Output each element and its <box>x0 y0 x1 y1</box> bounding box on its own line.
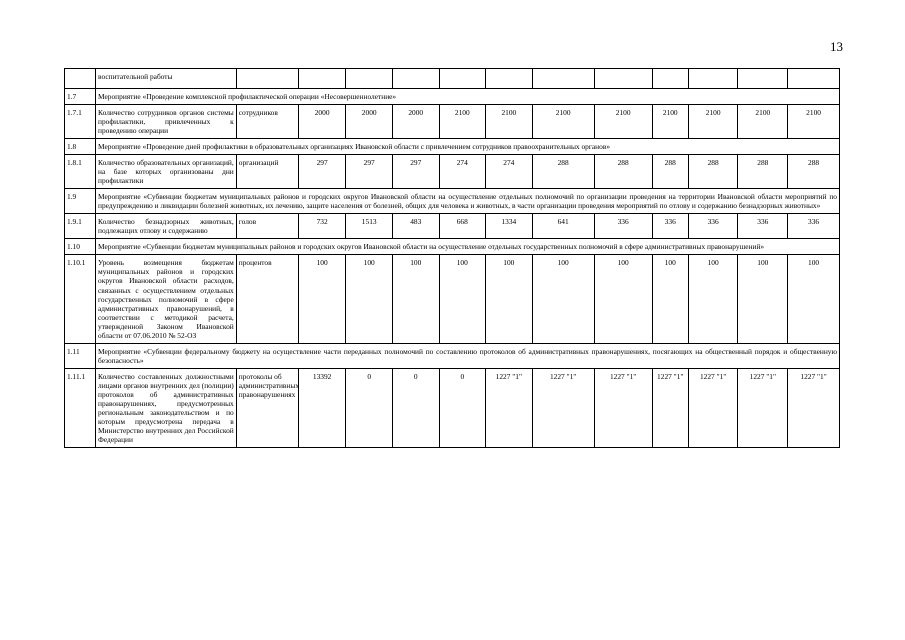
value-cell: 274 <box>486 155 533 189</box>
row-number: 1.7.1 <box>65 105 96 139</box>
value-cell: 1513 <box>346 214 393 239</box>
value-cell: 100 <box>788 255 840 343</box>
value-cell <box>688 69 738 89</box>
value-cell: 297 <box>346 155 393 189</box>
value-cell: 288 <box>688 155 738 189</box>
value-cell: 288 <box>652 155 688 189</box>
value-cell: 1227 "1" <box>594 368 652 447</box>
indicator-name: Количество сотрудников органов системы профилактики, привлеченных к проведению операции <box>96 105 237 139</box>
value-cell: 2000 <box>298 105 346 139</box>
value-cell: 2100 <box>594 105 652 139</box>
value-cell: 483 <box>392 214 439 239</box>
table-row <box>65 89 840 105</box>
value-cell: 1227 "1" <box>652 368 688 447</box>
value-cell: 336 <box>788 214 840 239</box>
value-cell: 2100 <box>532 105 594 139</box>
value-cell <box>788 69 840 89</box>
value-cell: 2000 <box>392 105 439 139</box>
value-cell: 274 <box>439 155 486 189</box>
row-number: 1.8 <box>65 139 96 155</box>
value-cell: 100 <box>594 255 652 343</box>
value-cell: 641 <box>532 214 594 239</box>
table-row <box>65 343 840 368</box>
table-row <box>65 69 840 89</box>
row-number: 1.10 <box>65 239 96 255</box>
value-cell: 1227 "1" <box>532 368 594 447</box>
value-cell: 297 <box>392 155 439 189</box>
table-row <box>65 189 840 214</box>
value-cell <box>439 69 486 89</box>
value-cell: 2000 <box>346 105 393 139</box>
indicators-table <box>64 68 840 448</box>
row-number: 1.10.1 <box>65 255 96 343</box>
event-title: Мероприятие «Субвенции бюджетам муниципальных районов и городских округов Ивановской области на осуществление отдельных полномочий по организации проведения на территории Ивановской области мероприятий по предупреждению и ликвидации болезней животных, их лечению, защите населения от болезней, общих для человека и животных, в части организации проведения мероприятий по отлову и содержанию безнадзорных животных» <box>96 189 840 214</box>
page-number: 13 <box>830 39 843 54</box>
value-cell <box>652 69 688 89</box>
event-title: Мероприятие «Проведение дней профилактики в образовательных организациях Ивановской области с привлечением сотрудников правоохранительных органов» <box>96 139 840 155</box>
indicator-name: Количество образовательных организаций, на базе которых организованы дни профилактики <box>96 155 237 189</box>
indicator-name: воспитательной работы <box>96 69 237 89</box>
table-row <box>65 368 840 447</box>
value-cell <box>236 69 298 89</box>
value-cell: 2100 <box>688 105 738 139</box>
value-cell: 2100 <box>652 105 688 139</box>
value-cell: 100 <box>346 255 393 343</box>
table-row <box>65 139 840 155</box>
row-number: 1.8.1 <box>65 155 96 189</box>
value-cell: 0 <box>392 368 439 447</box>
value-cell: 336 <box>652 214 688 239</box>
value-cell <box>298 69 346 89</box>
value-cell: 0 <box>439 368 486 447</box>
value-cell: 336 <box>738 214 788 239</box>
value-cell: 288 <box>594 155 652 189</box>
value-cell <box>594 69 652 89</box>
value-cell: 288 <box>532 155 594 189</box>
row-number: 1.9.1 <box>65 214 96 239</box>
unit-cell: организаций <box>236 155 298 189</box>
value-cell: 297 <box>298 155 346 189</box>
value-cell: 1227 "1" <box>738 368 788 447</box>
value-cell: 2100 <box>738 105 788 139</box>
value-cell: 336 <box>688 214 738 239</box>
value-cell: 100 <box>486 255 533 343</box>
value-cell: 2100 <box>439 105 486 139</box>
value-cell: 668 <box>439 214 486 239</box>
value-cell: 1334 <box>486 214 533 239</box>
value-cell <box>392 69 439 89</box>
unit-cell: протоколы об административных правонарушениях <box>236 368 298 447</box>
table-row <box>65 255 840 343</box>
value-cell: 288 <box>738 155 788 189</box>
value-cell: 2100 <box>486 105 533 139</box>
table-row <box>65 105 840 139</box>
value-cell: 100 <box>532 255 594 343</box>
unit-cell: сотрудников <box>236 105 298 139</box>
value-cell: 1227 "1" <box>788 368 840 447</box>
value-cell <box>738 69 788 89</box>
value-cell <box>346 69 393 89</box>
table-row <box>65 155 840 189</box>
value-cell: 0 <box>346 368 393 447</box>
value-cell: 100 <box>738 255 788 343</box>
indicator-name: Уровень возмещения бюджетам муниципальных районов и городских округов Ивановской области расходов, связанных с осуществлением отдельных государственных полномочий в сфере административных правонарушений, в соответствии с методикой расчета, утвержденной Законом Ивановской области от 07.06.2010 № 52-ОЗ <box>96 255 237 343</box>
value-cell: 288 <box>788 155 840 189</box>
row-number: 1.11 <box>65 343 96 368</box>
value-cell: 336 <box>594 214 652 239</box>
value-cell <box>532 69 594 89</box>
value-cell: 13392 <box>298 368 346 447</box>
row-number: 1.7 <box>65 89 96 105</box>
value-cell: 732 <box>298 214 346 239</box>
value-cell: 100 <box>439 255 486 343</box>
unit-cell: голов <box>236 214 298 239</box>
value-cell: 100 <box>688 255 738 343</box>
event-title: Мероприятие «Субвенции федеральному бюджету на осуществление части переданных полномочий по составлению протоколов об административных правонарушениях, посягающих на общественный порядок и общественную безопасность» <box>96 343 840 368</box>
value-cell: 2100 <box>788 105 840 139</box>
table-body <box>65 69 840 448</box>
table-row <box>65 239 840 255</box>
indicator-name: Количество безнадзорных животных, подлежащих отлову и содержанию <box>96 214 237 239</box>
unit-cell: процентов <box>236 255 298 343</box>
value-cell: 1227 "1" <box>486 368 533 447</box>
value-cell: 1227 "1" <box>688 368 738 447</box>
row-number: 1.11.1 <box>65 368 96 447</box>
value-cell: 100 <box>298 255 346 343</box>
row-number: 1.9 <box>65 189 96 214</box>
row-number <box>65 69 96 89</box>
indicator-name: Количество составленных должностными лицами органов внутренних дел (полиции) протоколов об административных правонарушениях, предусмотренных региональным законодательством и по которым предусмотрена передача в Министерство внутренних дел Российской Федерации <box>96 368 237 447</box>
value-cell: 100 <box>652 255 688 343</box>
value-cell <box>486 69 533 89</box>
table-row <box>65 214 840 239</box>
value-cell: 100 <box>392 255 439 343</box>
event-title: Мероприятие «Проведение комплексной профилактической операции «Несовершеннолетние» <box>96 89 840 105</box>
event-title: Мероприятие «Субвенции бюджетам муниципальных районов и городских округов Ивановской области на осуществление отдельных государственных полномочий в сфере административных правонарушений» <box>96 239 840 255</box>
